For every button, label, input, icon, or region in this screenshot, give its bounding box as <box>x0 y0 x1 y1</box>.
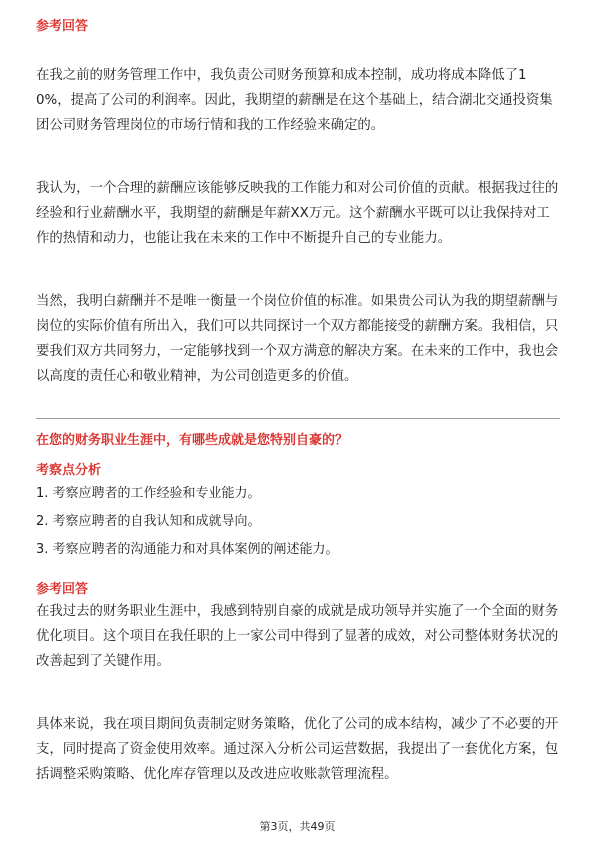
reference-answer-heading-2: 参考回答 <box>36 582 89 597</box>
interview-question: 在您的财务职业生涯中，有哪些成就是您特别自豪的？ <box>36 433 349 448</box>
answer-paragraph-2: 我认为，一个合理的薪酬应该能够反映我的工作能力和对公司价值的贡献。根据我过往的经验和行业薪酬水平，我期望的薪酬是年薪XX万元。这个薪酬水平既可以让我保持对工作的热情和动力，也能让我在未来的工作中不断提升自己的专业能力。 <box>36 181 559 246</box>
page-number: 第3页，共49页 <box>259 820 336 833</box>
answer-paragraph-1: 在我之前的财务管理工作中，我负责公司财务预算和成本控制，成功将成本降低了10%，提高了公司的利润率。因此，我期望的薪酬是在这个基础上，结合湖北交通投资集团公司财务管理岗位的市场行情和我的工作经验来确定的。 <box>36 68 553 133</box>
analysis-item-2: 2. 考察应聘者的自我认知和成就导向。 <box>36 514 261 529</box>
answer-paragraph-5: 具体来说，我在项目期间负责制定财务策略，优化了公司的成本结构，减少了不必要的开支，同时提高了资金使用效率。通过深入分析公司运营数据，我提出了一套优化方案，包括调整采购策略、优化库存管理以及改进应收账款管理流程。 <box>36 717 559 782</box>
analysis-item-3: 3. 考察应聘者的沟通能力和对具体案例的阐述能力。 <box>36 542 339 557</box>
analysis-item-1: 1. 考察应聘者的工作经验和专业能力。 <box>36 486 261 501</box>
reference-answer-heading: 参考回答 <box>36 19 89 34</box>
section-divider <box>36 418 560 419</box>
answer-paragraph-4: 在我过去的财务职业生涯中，我感到特别自豪的成就是成功领导并实施了一个全面的财务优化项目。这个项目在我任职的上一家公司中得到了显著的成效，对公司整体财务状况的改善起到了关键作用。 <box>36 604 559 669</box>
analysis-heading: 考察点分析 <box>36 463 102 478</box>
answer-paragraph-3: 当然，我明白薪酬并不是唯一衡量一个岗位价值的标准。如果贵公司认为我的期望薪酬与岗位的实际价值有所出入，我们可以共同探讨一个双方都能接受的薪酬方案。我相信，只要我们双方共同努力，一定能够找到一个双方满意的解决方案。在未来的工作中，我也会以高度的责任心和敬业精神，为公司创造更多的价值。 <box>36 294 559 384</box>
